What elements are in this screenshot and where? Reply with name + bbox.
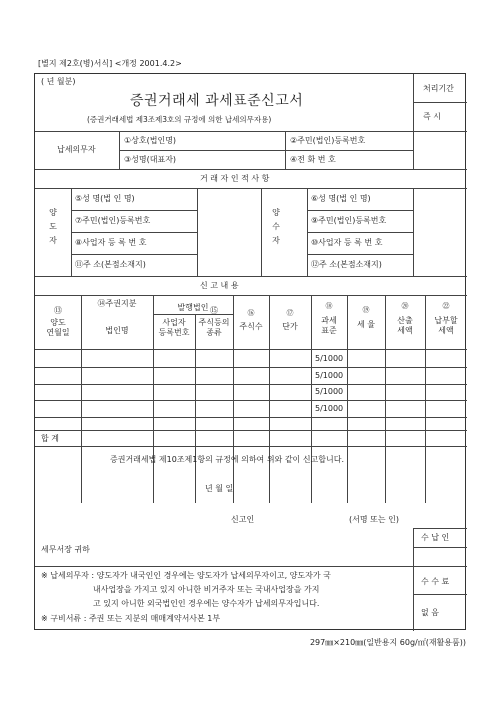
declaration-date: 년 월 일 (205, 484, 234, 493)
transferee-label: 양수자 (272, 208, 280, 245)
col-base-num: ⑱ (325, 302, 333, 310)
col-tax: 산출 세액 (397, 316, 413, 335)
note-documents: ※ 구비서류 : 주권 또는 지분의 매매계약서사본 1부 (41, 614, 221, 623)
transferor-reg-number: ⑦주민(법인)등록번호 (75, 216, 151, 225)
field-company-name: ①상호(법인명) (124, 136, 177, 145)
col-issuer-biz: 사업자 등록번호 (158, 318, 190, 337)
signature-note: (서명 또는 인) (349, 515, 399, 524)
form-number: [별지 제2호(병)서식] <개정 2001.4.2> (38, 59, 182, 68)
form-title: 증권거래세 과세표준신고서 (130, 93, 304, 109)
rate-row-1: 5/1000 (315, 354, 344, 363)
form-subtitle: (증권거래세법 제3조제3호의 규정에 의한 납세의무자용) (87, 115, 272, 124)
rate-row-2: 5/1000 (315, 371, 344, 380)
col-kind-num: ⑮ (210, 306, 218, 315)
transferee-name: ⑥성 명(법 인 명) (311, 194, 371, 203)
rate-row-4: 5/1000 (315, 404, 344, 413)
reporter-label: 신고인 (231, 515, 255, 524)
note-taxpayer-line3: 고 있지 아니한 외국법인인 경우에는 양수자가 납세의무자입니다. (93, 599, 320, 608)
total-label: 합 계 (41, 434, 59, 443)
transferee-biz-number: ⑩사업자 등 록 번 호 (311, 238, 383, 247)
processing-period-label: 처리기간 (423, 84, 454, 93)
transferor-biz-number: ⑧사업자 등 록 번 호 (75, 238, 147, 247)
transferee-reg-number: ⑨주민(법인)등록번호 (311, 216, 387, 225)
col-date: 양도 연월일 (46, 318, 70, 337)
note-taxpayer-line1: ※ 납세의무자 : 양도자가 내국인인 경우에는 양도자가 납세의무자이고, 양도자가 국 (41, 571, 331, 580)
col-rate: 세 율 (357, 320, 375, 329)
col-kind: 주식등의 종류 (198, 318, 230, 337)
field-representative: ③성명(대표자) (124, 155, 177, 164)
col-qty: 주식수 (239, 322, 263, 331)
col-price: 단가 (282, 322, 298, 331)
period-header: ( 년 월분) (41, 77, 76, 86)
note-taxpayer-line2: 내사업장을 가지고 있지 아니한 비거주자 또는 국내사업장을 가지 (93, 585, 320, 594)
transferor-address: ⑪주 소(본점소재지) (75, 260, 146, 269)
field-phone: ④전 화 번 호 (290, 155, 336, 164)
col-pay: 납부할 세액 (434, 316, 458, 335)
party-section-header: 거 래 자 인 적 사 항 (200, 174, 270, 183)
col-price-num: ⑰ (286, 309, 294, 317)
col-base: 과세 표준 (321, 316, 337, 335)
report-section-header: 신 고 내 용 (200, 281, 239, 290)
transferor-label: 양도자 (49, 208, 57, 245)
addressee: 세무서장 귀하 (41, 545, 90, 554)
fee-value: 없 음 (421, 608, 439, 617)
transferee-address: ⑫주 소(본점소재지) (311, 260, 382, 269)
field-registration-number: ②주민(법인)등록번호 (290, 136, 366, 145)
col-issuer-label: 발행법인 (177, 303, 209, 312)
col-rate-num: ⑲ (362, 306, 370, 314)
transferor-name: ⑤성 명(법 인 명) (75, 194, 135, 203)
fee-label: 수 수 료 (421, 577, 450, 586)
taxpayer-label: 납세의무자 (57, 145, 96, 154)
col-qty-num: ⑯ (247, 309, 255, 317)
form-frame (34, 73, 466, 630)
col-date-num: ⑬ (54, 306, 62, 315)
declaration-statement: 증권거래세법 제10조제1항의 규정에 의하여 위와 같이 신고합니다. (110, 455, 344, 464)
stamp-label: 수 납 인 (421, 533, 450, 542)
col-issuer-num: ⑭주권지분 (97, 299, 137, 308)
rate-row-3: 5/1000 (315, 387, 344, 396)
col-pay-num: ㉒ (442, 302, 450, 310)
col-issuer-name: 법인명 (105, 326, 129, 335)
processing-period-value: 즉 시 (423, 112, 441, 121)
col-tax-num: ⑳ (401, 302, 409, 310)
paper-spec: 297㎜×210㎜(일반용지 60g/㎡(재활용품)) (309, 638, 466, 647)
